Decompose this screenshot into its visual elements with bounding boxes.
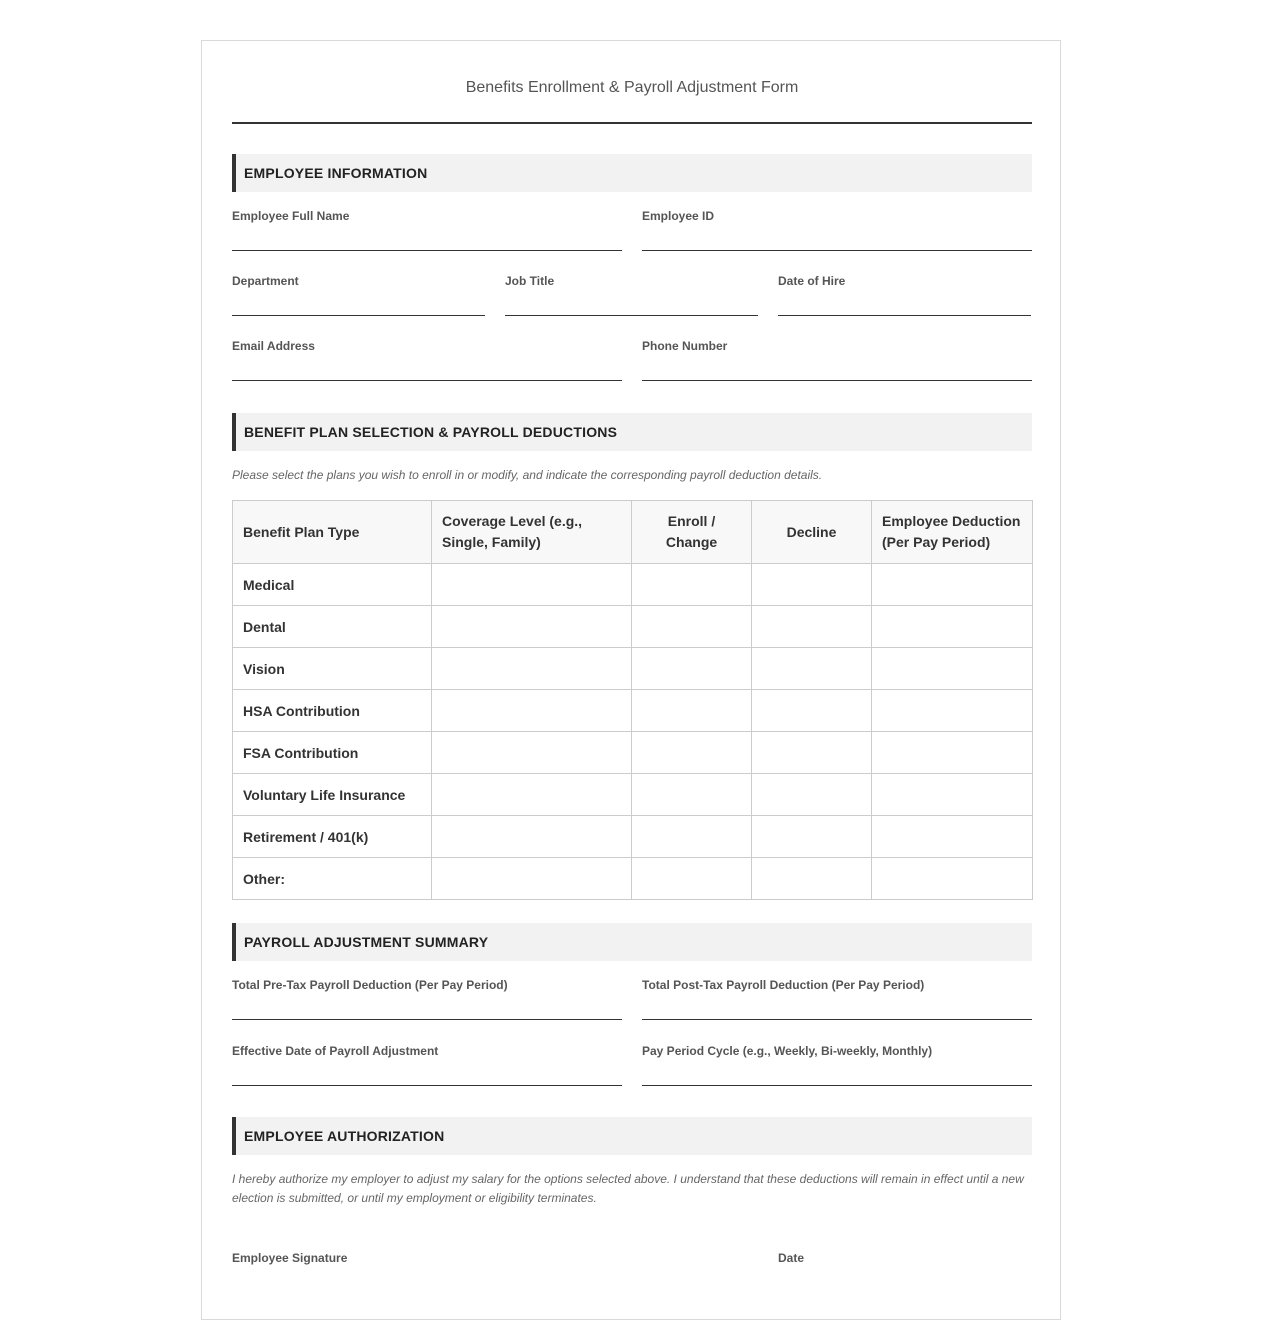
employee-id-line[interactable] <box>642 250 1032 251</box>
employee-deduction-cell[interactable] <box>872 816 1033 858</box>
employee-deduction-cell[interactable] <box>872 732 1033 774</box>
coverage-level-cell[interactable] <box>432 774 632 816</box>
signature-date-field[interactable] <box>778 1251 1032 1299</box>
table-row <box>233 858 1033 900</box>
column-header-decline: Decline <box>752 501 872 564</box>
decline-cell[interactable] <box>752 816 872 858</box>
coverage-level-cell[interactable] <box>432 690 632 732</box>
phone-number-line[interactable] <box>642 380 1032 381</box>
plan-name-cell: Medical <box>233 564 432 606</box>
employee-full-name-line[interactable] <box>232 250 622 251</box>
effective-date-field[interactable] <box>232 1044 622 1092</box>
decline-cell[interactable] <box>752 732 872 774</box>
employee-deduction-cell[interactable] <box>872 690 1033 732</box>
plan-name-cell: Other: <box>233 858 432 900</box>
decline-cell[interactable] <box>752 690 872 732</box>
section-header-employee-authorization: EMPLOYEE AUTHORIZATION <box>232 1117 1032 1155</box>
date-of-hire-line[interactable] <box>778 315 1031 316</box>
employee-deduction-cell[interactable] <box>872 858 1033 900</box>
employee-id-field[interactable] <box>642 209 1032 257</box>
post-tax-deduction-field[interactable] <box>642 978 1032 1026</box>
plan-name-cell: HSA Contribution <box>233 690 432 732</box>
column-header-employee-deduction: Employee Deduction (Per Pay Period) <box>872 501 1033 564</box>
job-title-field[interactable] <box>505 274 758 322</box>
plan-name-cell: Retirement / 401(k) <box>233 816 432 858</box>
post-tax-deduction-line[interactable] <box>642 1019 1032 1020</box>
signature-date-label: Date <box>778 1251 805 1265</box>
job-title-label: Job Title <box>505 274 555 288</box>
enroll-change-cell[interactable] <box>632 606 752 648</box>
enroll-change-cell[interactable] <box>632 648 752 690</box>
department-field[interactable] <box>232 274 485 322</box>
table-row <box>233 606 1033 648</box>
enroll-change-cell[interactable] <box>632 564 752 606</box>
pay-period-cycle-field[interactable] <box>642 1044 1032 1092</box>
plan-name-cell: Dental <box>233 606 432 648</box>
employee-deduction-cell[interactable] <box>872 774 1033 816</box>
employee-full-name-label: Employee Full Name <box>232 209 350 223</box>
pay-period-cycle-line[interactable] <box>642 1085 1032 1086</box>
date-of-hire-label: Date of Hire <box>778 274 846 288</box>
decline-cell[interactable] <box>752 858 872 900</box>
authorization-statement: I hereby authorize my employer to adjust my salary for the options selected above. I understand that these deductions will remain in effect until a new election is submitted, or until my employment or eligibility terminates. <box>232 1172 1024 1205</box>
effective-date-line[interactable] <box>232 1085 622 1086</box>
table-header-row <box>233 501 1033 564</box>
employee-signature-label: Employee Signature <box>232 1251 348 1265</box>
employee-id-label: Employee ID <box>642 209 715 223</box>
enroll-change-cell[interactable] <box>632 858 752 900</box>
coverage-level-cell[interactable] <box>432 648 632 690</box>
phone-number-field[interactable] <box>642 339 1032 387</box>
plan-name-cell: Vision <box>233 648 432 690</box>
coverage-level-cell[interactable] <box>432 564 632 606</box>
section-header-employee-information: EMPLOYEE INFORMATION <box>232 154 1032 192</box>
table-row <box>233 774 1033 816</box>
plan-name-cell: Voluntary Life Insurance <box>233 774 432 816</box>
coverage-level-cell[interactable] <box>432 858 632 900</box>
effective-date-label: Effective Date of Payroll Adjustment <box>232 1044 439 1058</box>
title-divider <box>232 122 1032 124</box>
section-header-benefit-plan-selection: BENEFIT PLAN SELECTION & PAYROLL DEDUCTIONS <box>232 413 1032 451</box>
decline-cell[interactable] <box>752 606 872 648</box>
email-address-field[interactable] <box>232 339 622 387</box>
enroll-change-cell[interactable] <box>632 774 752 816</box>
pre-tax-deduction-label: Total Pre-Tax Payroll Deduction (Per Pay Period) <box>232 978 508 992</box>
email-address-line[interactable] <box>232 380 622 381</box>
coverage-level-cell[interactable] <box>432 816 632 858</box>
plan-name-cell: FSA Contribution <box>233 732 432 774</box>
phone-number-label: Phone Number <box>642 339 728 353</box>
employee-full-name-field[interactable] <box>232 209 622 257</box>
post-tax-deduction-label: Total Post-Tax Payroll Deduction (Per Pay Period) <box>642 978 925 992</box>
column-header-coverage-level: Coverage Level (e.g., Single, Family) <box>432 501 632 564</box>
section-header-payroll-adjustment-summary: PAYROLL ADJUSTMENT SUMMARY <box>232 923 1032 961</box>
column-header-benefit-plan-type: Benefit Plan Type <box>233 501 432 564</box>
table-row <box>233 816 1033 858</box>
coverage-level-cell[interactable] <box>432 732 632 774</box>
form-page <box>201 40 1061 1320</box>
coverage-level-cell[interactable] <box>432 606 632 648</box>
enroll-change-cell[interactable] <box>632 816 752 858</box>
date-of-hire-field[interactable] <box>778 274 1031 322</box>
decline-cell[interactable] <box>752 774 872 816</box>
department-line[interactable] <box>232 315 485 316</box>
department-label: Department <box>232 274 299 288</box>
benefits-table <box>232 500 1033 900</box>
table-row <box>233 564 1033 606</box>
employee-deduction-cell[interactable] <box>872 606 1033 648</box>
pay-period-cycle-label: Pay Period Cycle (e.g., Weekly, Bi-weekly, Monthly) <box>642 1044 933 1058</box>
pre-tax-deduction-line[interactable] <box>232 1019 622 1020</box>
employee-deduction-cell[interactable] <box>872 564 1033 606</box>
table-row <box>233 732 1033 774</box>
job-title-line[interactable] <box>505 315 758 316</box>
column-header-enroll-change: Enroll / Change <box>632 501 752 564</box>
employee-signature-field[interactable] <box>232 1251 732 1299</box>
enroll-change-cell[interactable] <box>632 732 752 774</box>
benefits-instructions: Please select the plans you wish to enroll in or modify, and indicate the corresponding payroll deduction details. <box>232 468 823 482</box>
table-row <box>233 690 1033 732</box>
decline-cell[interactable] <box>752 648 872 690</box>
email-address-label: Email Address <box>232 339 315 353</box>
enroll-change-cell[interactable] <box>632 690 752 732</box>
employee-deduction-cell[interactable] <box>872 648 1033 690</box>
form-title: Benefits Enrollment & Payroll Adjustment Form <box>465 79 799 96</box>
decline-cell[interactable] <box>752 564 872 606</box>
pre-tax-deduction-field[interactable] <box>232 978 622 1026</box>
table-row <box>233 648 1033 690</box>
